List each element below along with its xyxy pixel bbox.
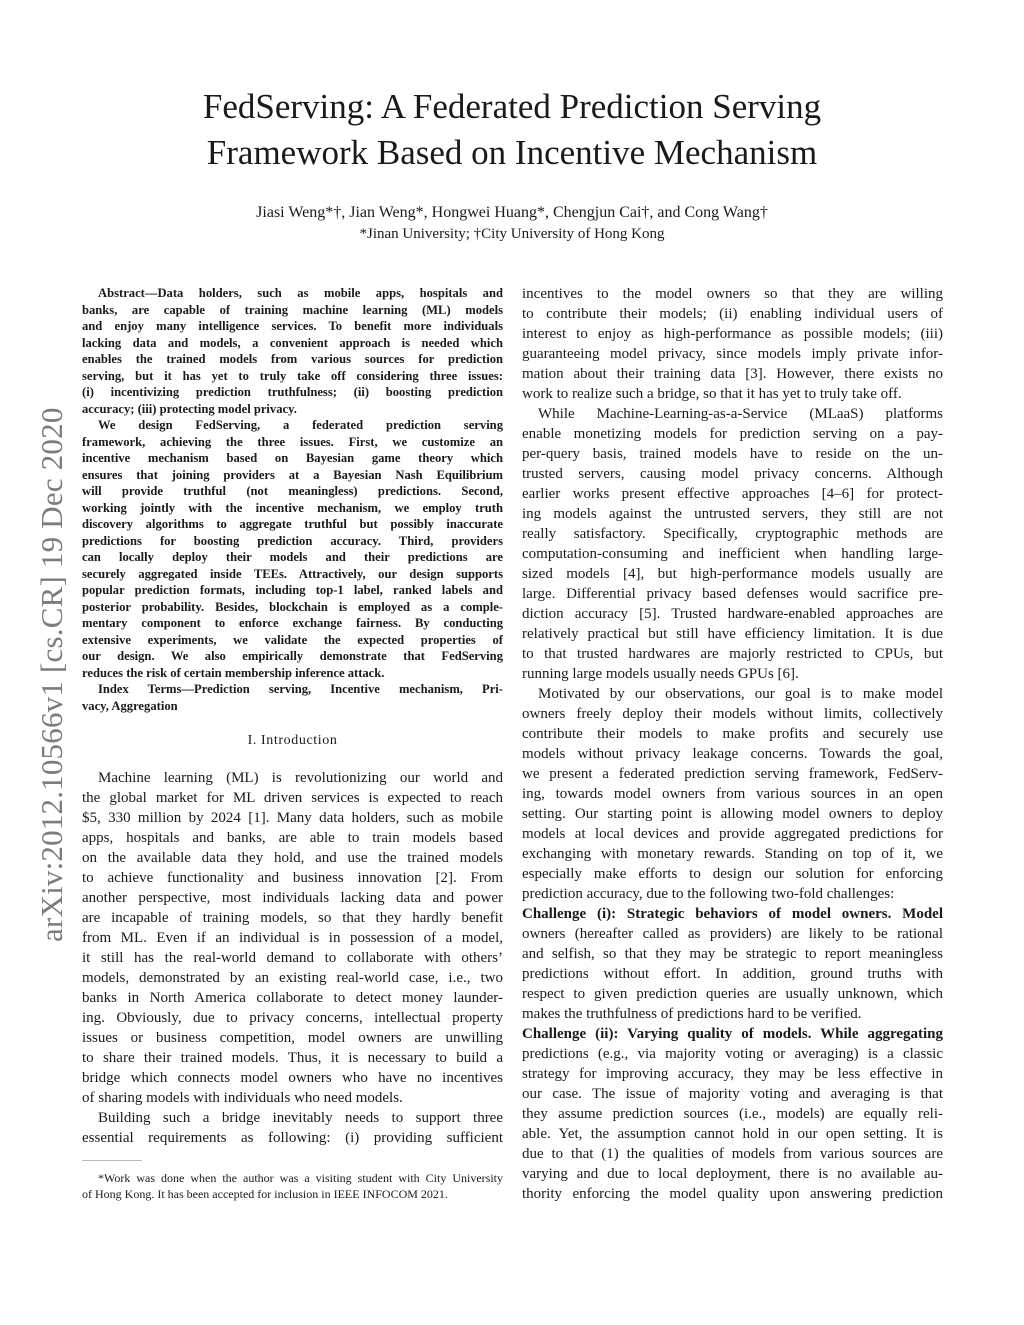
body-line: diction accuracy [5]. Trusted hardware-enabled approaches are	[522, 606, 943, 622]
footnote-rule	[82, 1160, 142, 1161]
challenge-heading-line: Challenge (i): Strategic behaviors of model owners. Model	[522, 906, 943, 922]
index-terms-line: vacy, Aggregation	[82, 698, 178, 713]
body-line: due to that (1) the qualities of models from various sources are	[522, 1146, 943, 1162]
author-list: Jiasi Weng*†, Jian Weng*, Hongwei Huang*, Chengjun Cai†, and Cong Wang†	[256, 204, 768, 221]
body-line: predictions without effort. In addition, ground truths with	[522, 966, 943, 982]
abstract-line: accuracy; (iii) protecting model privacy.	[82, 401, 297, 416]
body-line: thority enforcing the model quality upon answering prediction	[522, 1186, 943, 1202]
body-line: able. Yet, the assumption cannot hold in our open setting. It is	[522, 1126, 943, 1142]
body-line: Motivated by our observations, our goal is to make model	[538, 686, 943, 702]
body-line: relatively practical but still have efficiency limitation. It is due	[522, 626, 943, 642]
footnote-line: of Hong Kong. It has been accepted for inclusion in IEEE INFOCOM 2021.	[82, 1187, 448, 1201]
body-line: owners (hereafter called as providers) are likely to be rational	[522, 926, 943, 942]
body-line: of sharing models with individuals who need models.	[82, 1090, 403, 1106]
body-line: especially make efforts to design our solution for enforcing	[522, 866, 943, 882]
body-line: setting. Our starting point is allowing model owners to deploy	[522, 806, 943, 822]
body-line: they assume prediction sources (i.e., models) are equally reli-	[522, 1106, 943, 1122]
body-line: models without privacy leakage concerns. Towards the goal,	[522, 746, 943, 762]
affiliations: *Jinan University; †City University of Hong Kong	[359, 226, 665, 242]
abstract-line: popular prediction formats, including top-1 label, ranked labels and	[82, 583, 503, 597]
abstract-line: Abstract—Data holders, such as mobile apps, hospitals and	[98, 286, 503, 300]
footnote	[82, 1170, 503, 1202]
body-line: Building such a bridge inevitably needs to support three	[98, 1110, 503, 1126]
body-line: work to realize such a bridge, so that it has yet to truly take off.	[522, 386, 902, 402]
abstract-line: enables the trained models from various sources for prediction	[82, 352, 503, 366]
arxiv-identifier: arXiv:2012.10566v1 [cs.CR] 19 Dec 2020	[34, 407, 69, 942]
body-line: enable monetizing models for prediction serving on a pay-	[522, 426, 943, 442]
abstract-line: ensures that joining providers at a Bayesian Nash Equilibrium	[82, 467, 503, 482]
introduction-left	[82, 768, 503, 1148]
body-line: ing. Obviously, due to privacy concerns, intellectual property	[82, 1010, 503, 1026]
abstract-line: mentary component to enforce exchange fairness. By conducting	[82, 616, 503, 630]
body-line: running large models usually needs GPUs [6].	[522, 666, 799, 682]
abstract-line: discovery algorithms to aggregate truthful but possibly inaccurate	[82, 517, 503, 531]
body-line: the global market for ML driven services is expected to reach	[82, 790, 503, 806]
body-line: mation about their training data [3]. However, there exists no	[522, 366, 943, 382]
body-line: strategy for improving accuracy, they may be less effective in	[522, 1066, 943, 1082]
abstract-line: framework, achieving the three issues. First, we customize an	[82, 434, 503, 449]
body-line: predictions (e.g., via majority voting or averaging) is a classic	[522, 1046, 943, 1062]
abstract-line: extensive experiments, we validate the expected properties of	[82, 632, 503, 647]
body-line: earlier works present effective approaches [4–6] for protect-	[522, 486, 943, 502]
body-line: trusted servers, causing model privacy concerns. Although	[522, 466, 943, 482]
body-line: to contribute their models; (ii) enabling individual users of	[522, 306, 943, 322]
abstract-line: incentive mechanism based on Bayesian game theory which	[82, 451, 503, 465]
body-line: we present a federated prediction serving framework, FedServ-	[522, 766, 943, 782]
body-line: to that trusted hardwares are majorly restricted to CPUs, but	[522, 646, 943, 662]
body-line: per-query basis, trained models have to reside on the un-	[522, 446, 943, 462]
body-line: Machine learning (ML) is revolutionizing our world and	[98, 770, 503, 786]
section-heading: I. Introduction	[247, 733, 338, 748]
abstract-line: predictions for boosting prediction accuracy. Third, providers	[82, 533, 503, 548]
body-line: issues or business competition, model owners are unwilling	[82, 1030, 503, 1046]
body-line: models, demonstrated by an existing real-world case, i.e., two	[82, 970, 503, 986]
body-line: guaranteeing model privacy, since models imply private infor-	[522, 346, 943, 362]
abstract-line: can locally deploy their models and their predictions are	[82, 550, 503, 564]
body-line: ing models against the untrusted servers, they still are not	[522, 506, 943, 522]
abstract-line: and enjoy many intelligence services. To benefit more individuals	[82, 319, 503, 333]
body-line: another perspective, most individuals lacking data and power	[82, 890, 503, 906]
body-line: sized models [4], but high-performance models usually are	[522, 566, 943, 582]
body-line: essential requirements as following: (i) providing sufficient	[82, 1130, 503, 1146]
abstract-line: working jointly with the incentive mechanism, we employ truth	[82, 500, 503, 515]
abstract-line: (i) incentivizing prediction truthfulness; (ii) boosting prediction	[82, 385, 503, 399]
body-line: computation-consuming and inefficient when handling large-	[522, 546, 943, 562]
abstract-line: lacking data and models, a convenient approach is needed which	[82, 335, 503, 350]
body-line: models at local devices and provide aggregated predictions for	[522, 826, 943, 842]
body-line: varying and due to local deployment, there is no available au-	[522, 1166, 943, 1182]
abstract-line: reduces the risk of certain membership inference attack.	[82, 665, 385, 680]
body-line: prediction accuracy, due to the following two-fold challenges:	[522, 886, 895, 902]
body-line: large. Differential privacy based defenses would sacrifice pre-	[522, 586, 943, 602]
body-line: our case. The issue of majority voting and averaging is that	[522, 1086, 943, 1102]
body-line: makes the truthfulness of predictions hard to be verified.	[522, 1006, 862, 1022]
body-line: really satisfactory. Specifically, cryptographic methods are	[522, 526, 943, 542]
index-terms-line: Index Terms—Prediction serving, Incentive mechanism, Pri-	[98, 682, 503, 696]
body-line: banks in North America collaborate to detect money launder-	[82, 990, 503, 1006]
body-line: contribute their models to make profits and securely use	[522, 726, 943, 742]
title-line: Framework Based on Incentive Mechanism	[206, 133, 818, 172]
body-line: to share their trained models. Thus, it is necessary to build a	[82, 1050, 503, 1066]
body-line: respect to given prediction queries are usually unknown, which	[522, 986, 943, 1002]
body-line: on the available data they hold, and use the trained models	[82, 850, 503, 866]
body-line: incentives to the model owners so that they are willing	[522, 286, 943, 302]
body-line: ing, towards model owners from various sources in an open	[522, 786, 943, 802]
body-line: bridge which connects model owners who have no incentives	[82, 1070, 503, 1086]
abstract-line: posterior probability. Besides, blockchain is employed as a comple-	[82, 599, 503, 614]
footnote-line: *Work was done when the author was a visiting student with City University	[98, 1171, 503, 1185]
right-column	[522, 284, 943, 1204]
body-line: interest to enjoy as high-performance as possible models; (iii)	[522, 326, 943, 342]
paper-title	[0, 84, 1024, 176]
abstract-line: We design FedServing, a federated prediction serving	[98, 418, 503, 432]
title-line: FedServing: A Federated Prediction Serving	[202, 87, 822, 126]
abstract-line: our design. We also empirically demonstrate that FedServing	[82, 649, 503, 663]
body-line: to achieve functionality and business innovation [2]. From	[82, 870, 503, 886]
body-line: $5, 330 million by 2024 [1]. Many data holders, such as mobile	[82, 810, 503, 826]
abstract	[82, 285, 503, 714]
body-line: and selfish, so that they may be strategic to report meaningless	[522, 946, 943, 962]
body-line: While Machine-Learning-as-a-Service (MLaaS) platforms	[538, 406, 943, 422]
abstract-line: will provide truthful (not meaningless) predictions. Second,	[82, 484, 503, 498]
body-line: it still has the real-world demand to collaborate with others’	[82, 950, 503, 966]
body-line: from ML. Even if an individual is in possession of a model,	[82, 930, 503, 946]
body-line: apps, hospitals and banks, are able to train models based	[82, 830, 503, 846]
abstract-line: serving, but it has yet to truly take off considering three issues:	[82, 368, 503, 383]
body-line: are incapable of training models, so that they hardly benefit	[82, 910, 503, 926]
challenge-heading-line: Challenge (ii): Varying quality of models. While aggregating	[522, 1026, 943, 1042]
arxiv-stamp	[26, 350, 69, 950]
body-line: exchanging with monetary rewards. Standing on top of it, we	[522, 846, 943, 862]
abstract-line: securely aggregated inside TEEs. Attractively, our design supports	[82, 566, 503, 581]
left-column	[82, 285, 503, 1148]
abstract-line: banks, are capable of training machine learning (ML) models	[82, 302, 503, 317]
body-line: owners freely deploy their models without limits, collectively	[522, 706, 943, 722]
